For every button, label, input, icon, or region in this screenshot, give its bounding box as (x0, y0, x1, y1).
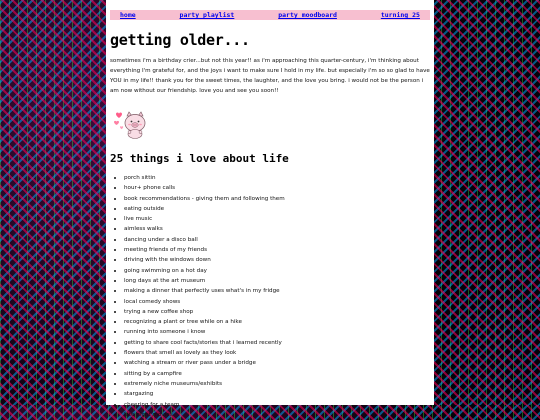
list-item: • watching a stream or river pass under a bridge (124, 358, 434, 368)
nav-link-home[interactable]: home (120, 11, 136, 19)
list-item: • eating outside (124, 204, 434, 214)
intro-paragraph: sometimes i'm a birthday crier...but not this year!! as i'm approaching this quarter-century, i'm thinking about everything I'm grateful for, and the joys i want to make sure I hold in my life. but especially i'm so so glad to have YOU in my life!! thank you for the sweet times, the laughter, and the love you bring. i would not be the person i am now without our friendship. love you and see you soon!! (110, 58, 430, 94)
list-item: • live music (124, 214, 434, 224)
list-item: • porch sittin (124, 173, 434, 183)
list-item: • late night movies (124, 410, 434, 420)
list-item: • meeting friends of my friends (124, 245, 434, 255)
list-heading: 25 things i love about life (110, 152, 289, 165)
list-item: • stargazing (124, 389, 434, 399)
navbar (110, 10, 430, 20)
page-title: getting older... (110, 31, 250, 49)
list-item: • book recommendations - giving them and following them (124, 194, 434, 204)
list-item: • driving with the windows down (124, 255, 434, 265)
list-item: • hour+ phone calls (124, 183, 434, 193)
list-item: • going swimming on a hot day (124, 266, 434, 276)
list-item: • running into someone i know (124, 327, 434, 337)
list-item: • flowers that smell as lovely as they look (124, 348, 434, 358)
nav-link-party-moodboard[interactable]: party moodboard (278, 11, 337, 19)
pig-with-hearts-icon (110, 103, 150, 143)
list-item: • dancing under a disco ball (124, 235, 434, 245)
things-list (106, 173, 434, 420)
list-item: • local comedy shows (124, 297, 434, 307)
nav-link-turning-25[interactable]: turning 25 (380, 11, 420, 19)
list-item: • long days at the art museum (124, 276, 434, 286)
list-item: • cheering for a team (124, 400, 434, 410)
list-item: • recognizing a plant or tree while on a hike (124, 317, 434, 327)
list-item: • extremely niche museums/exhibits (124, 379, 434, 389)
list-item: • making a dinner that perfectly uses what's in my fridge (124, 286, 434, 296)
nav-link-party-playlist[interactable]: party playlist (179, 11, 235, 19)
list-item: • aimless walks (124, 224, 434, 234)
list-item: • getting to share cool facts/stories that i learned recently (124, 338, 434, 348)
main-content-panel (106, 0, 434, 418)
list-item: • trying a new coffee shop (124, 307, 434, 317)
list-item: • sitting by a campfire (124, 369, 434, 379)
